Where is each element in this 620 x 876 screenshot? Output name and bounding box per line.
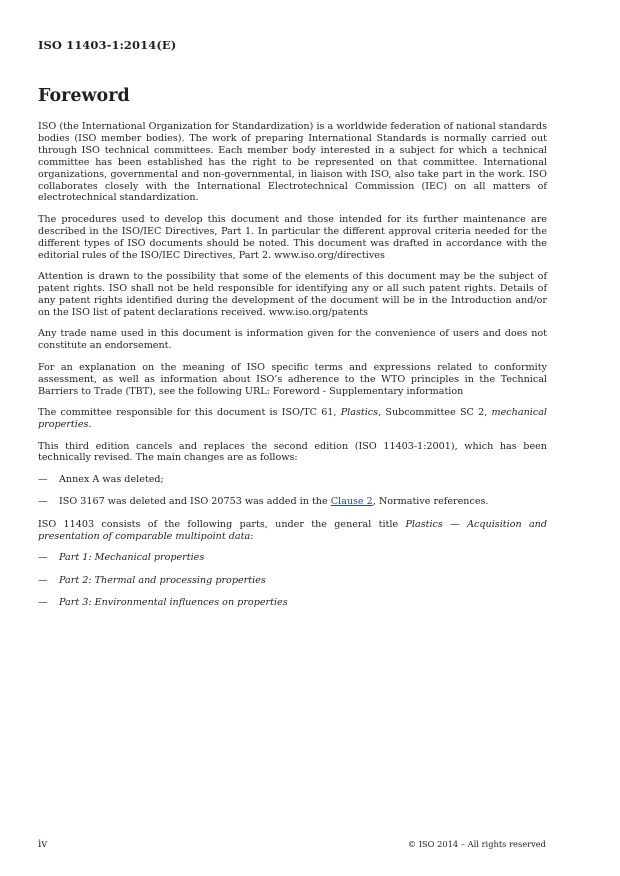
paragraph-parts-intro <box>38 519 547 543</box>
part-item <box>38 575 547 587</box>
list-dash: — <box>38 574 48 586</box>
part-item-text: Part 3: Environmental influences on properties <box>59 596 288 608</box>
paragraph-trade-name: Any trade name used in this document is information given for the convenience of users and does not constitute an endorsement. <box>38 328 547 352</box>
general-title: Plastics — Acquisition and presentation of comparable multipoint data <box>38 518 548 542</box>
document-identifier: ISO 11403-1:2014(E) <box>38 38 177 52</box>
part-item <box>38 597 547 609</box>
page-number: iv <box>38 838 48 850</box>
committee-text-3: . <box>88 419 92 430</box>
part-item-text: Part 2: Thermal and processing properties <box>59 574 266 586</box>
committee-plastics: Plastics <box>340 407 379 419</box>
list-dash: — <box>38 596 48 608</box>
change-item-text: , Normative references. <box>372 496 489 508</box>
paragraph-conformity-assessment: For an explanation on the meaning of ISO specific terms and expressions related to conformity assessment, as well as information about ISO’s adherence to the WTO principles in the Technical Barriers to Trade (TBT), see the following URL: Foreword - Supplementary information <box>38 361 547 397</box>
paragraph-patent-rights: Attention is drawn to the possibility that some of the elements of this document may be the subject of patent rights. ISO shall not be held responsible for identifying any or all such patent rights. Details of any patent rights identified during the development of the document will be in the Introduction and/or on the ISO list of patent declarations received. www.iso.org/patents <box>38 271 547 318</box>
committee-subcommittee-name: mechanical properties <box>38 407 547 430</box>
committee-text-1: The committee responsible for this document is ISO/TC 61, <box>38 407 341 419</box>
parts-intro-text: ISO 11403 consists of the following parts, under the general title <box>38 518 406 530</box>
paragraph-committee <box>38 407 547 431</box>
change-item <box>38 474 547 486</box>
list-dash: — <box>38 496 48 508</box>
part-item-text: Part 1: Mechanical properties <box>59 552 205 564</box>
paragraph-iso-overview: ISO (the International Organization for Standardization) is a worldwide federation of national standards bodies (ISO member bodies). The work of preparing International Standards is normally carried out through ISO technical committees. Each member body interested in a subject for which a technical committee has been established has the right to be represented on that committee. International organizations, governmental and non-governmental, in liaison with ISO, also take part in the work. ISO collaborates closely with the International Electrotechnical Commission (IEC) on all matters of electrotechnical standardization. <box>38 121 547 204</box>
list-dash: — <box>38 473 48 485</box>
change-item <box>38 496 547 508</box>
clause-2-link[interactable]: Clause 2 <box>330 496 373 508</box>
paragraph-edition: This third edition cancels and replaces the second edition (ISO 11403-1:2001), which has been technically revised. The main changes are as follows: <box>38 440 547 464</box>
copyright-notice: © ISO 2014 – All rights reserved <box>407 839 546 849</box>
committee-text-2: , Subcommittee SC 2, <box>378 407 492 419</box>
change-item-text: ISO 3167 was deleted and ISO 20753 was added in the <box>59 496 331 508</box>
parts-intro-colon: : <box>250 530 254 542</box>
list-dash: — <box>38 552 48 564</box>
foreword-body <box>38 121 547 619</box>
paragraph-procedures: The procedures used to develop this document and those intended for its further maintenance are described in the ISO/IEC Directives, Part 1. In particular the different approval criteria needed for the different types of ISO documents should be noted. This document was drafted in accordance with the editorial rules of the ISO/IEC Directives, Part 2. www.iso.org/directives <box>38 213 547 261</box>
change-item-text: Annex A was deleted; <box>59 473 164 485</box>
part-item <box>38 552 547 564</box>
page-title: Foreword <box>38 86 130 106</box>
